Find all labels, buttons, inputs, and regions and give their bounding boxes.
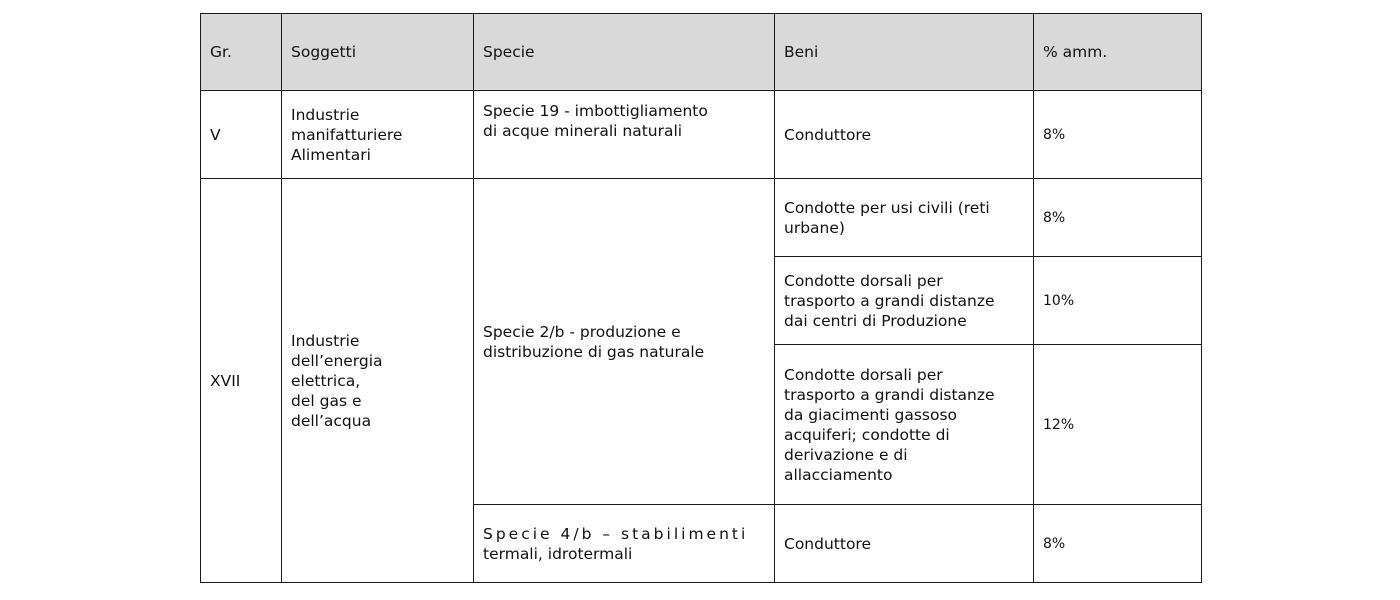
cell-beni: Conduttore [775,91,1034,179]
header-soggetti: Soggetti [282,14,474,91]
specie-line-2: termali, idrotermali [483,544,633,563]
table-body [201,91,1202,583]
cell-specie [474,505,775,583]
cell-beni: Conduttore [775,505,1034,583]
cell-amm: 8% [1034,91,1202,179]
header-specie: Specie [474,14,775,91]
depreciation-table [200,13,1202,583]
cell-specie: Specie 2/b - produzione e distribuzione di gas naturale [474,179,775,505]
specie-line-1: Specie 4/b – stabilimenti [483,524,749,543]
table-header [201,14,1202,91]
cell-soggetti: Industrie manifatturiere Alimentari [282,91,474,179]
cell-specie: Specie 19 - imbottigliamento di acque minerali naturali [474,91,775,179]
table-row [201,179,1202,257]
cell-amm: 8% [1034,179,1202,257]
cell-beni: Condotte dorsali per trasporto a grandi distanze da giacimenti gassoso acquiferi; condotte di derivazione e di allacciamento [775,345,1034,505]
header-beni: Beni [775,14,1034,91]
table-row [201,91,1202,179]
header-amm: % amm. [1034,14,1202,91]
cell-amm: 12% [1034,345,1202,505]
cell-gr: V [201,91,282,179]
cell-beni: Condotte per usi civili (reti urbane) [775,179,1034,257]
cell-soggetti: Industrie dell’energia elettrica, del gas e dell’acqua [282,179,474,583]
cell-gr: XVII [201,179,282,583]
cell-amm: 10% [1034,257,1202,345]
cell-beni: Condotte dorsali per trasporto a grandi distanze dai centri di Produzione [775,257,1034,345]
cell-amm: 8% [1034,505,1202,583]
header-gr: Gr. [201,14,282,91]
header-row [201,14,1202,91]
